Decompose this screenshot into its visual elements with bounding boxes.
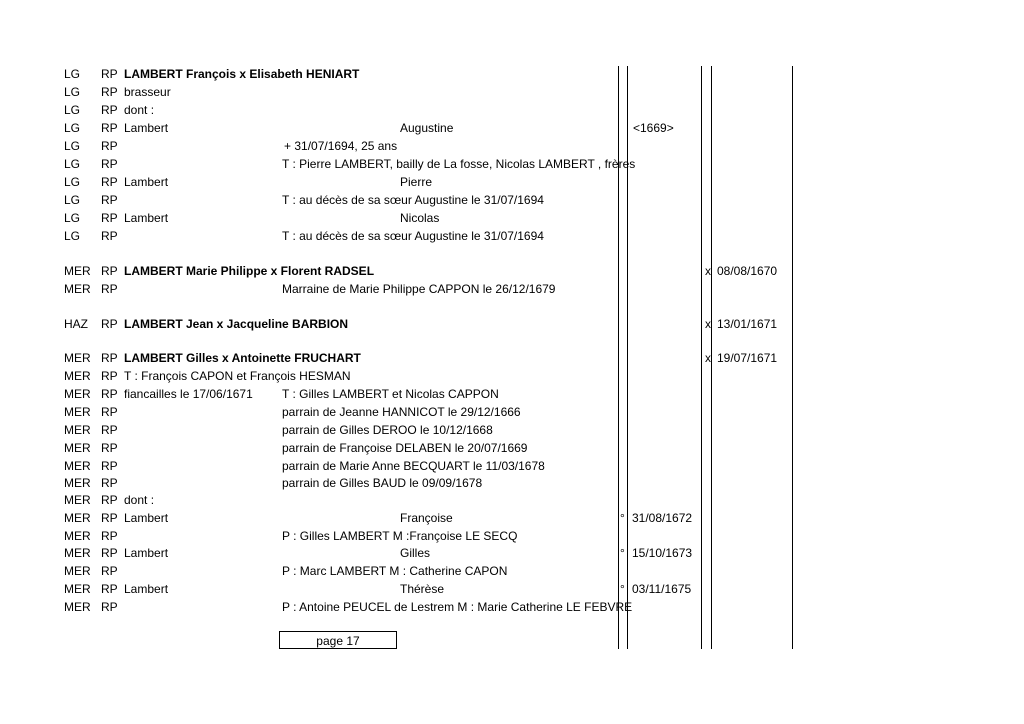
record-row xyxy=(0,227,1024,245)
parish-code: MER xyxy=(64,264,91,278)
parish-code: MER xyxy=(64,282,91,296)
witness-detail: T : au décès de sa sœur Augustine le 31/07/1694 xyxy=(282,193,544,207)
parish-code: MER xyxy=(64,511,91,525)
record-row xyxy=(0,262,1024,280)
record-row xyxy=(0,315,1024,333)
children-label: dont : xyxy=(124,103,155,117)
marriage-mark: x xyxy=(705,317,711,331)
register-code: RP xyxy=(101,264,118,278)
parish-code: MER xyxy=(64,582,91,596)
engagement-date: fiancailles le 17/06/1671 xyxy=(124,387,253,401)
godparent-detail: parrain de Gilles DEROO le 10/12/1668 xyxy=(282,423,493,437)
couple-heading: LAMBERT Marie Philippe x Florent RADSEL xyxy=(124,264,375,278)
parish-code: MER xyxy=(64,493,91,507)
surname: Lambert xyxy=(124,211,169,225)
record-row xyxy=(0,457,1024,475)
baptism-date: 15/10/1673 xyxy=(632,546,693,560)
godparent-detail: Marraine de Marie Philippe CAPPON le 26/12/1679 xyxy=(282,282,556,296)
register-code: RP xyxy=(101,564,118,578)
record-row xyxy=(0,598,1024,616)
parish-code: MER xyxy=(64,441,91,455)
godparent-detail: P : Marc LAMBERT M : Catherine CAPON xyxy=(282,564,508,578)
surname: Lambert xyxy=(124,546,169,560)
register-code: RP xyxy=(101,546,118,560)
record-row xyxy=(0,280,1024,298)
couple-heading: LAMBERT Jean x Jacqueline BARBION xyxy=(124,317,349,331)
register-code: RP xyxy=(101,121,118,135)
parish-code: LG xyxy=(64,157,81,171)
baptism-date: 31/08/1672 xyxy=(632,511,693,525)
given-name: Gilles xyxy=(400,546,431,560)
register-code: RP xyxy=(101,157,118,171)
parish-code: MER xyxy=(64,369,91,383)
record-row xyxy=(0,509,1024,527)
couple-heading: LAMBERT Gilles x Antoinette FRUCHART xyxy=(124,351,361,365)
parish-code: LG xyxy=(64,211,81,225)
page-number: page 17 xyxy=(279,631,397,649)
register-code: RP xyxy=(101,529,118,543)
record-row xyxy=(0,349,1024,367)
record-row xyxy=(0,580,1024,598)
record-row xyxy=(0,155,1024,173)
record-row xyxy=(0,491,1024,509)
parish-code: LG xyxy=(64,121,81,135)
marriage-date: 13/01/1671 xyxy=(717,317,778,331)
surname: Lambert xyxy=(124,121,169,135)
marriage-mark: x xyxy=(705,264,711,278)
register-code: RP xyxy=(101,369,118,383)
death-detail: + 31/07/1694, 25 ans xyxy=(284,139,398,153)
couple-heading: LAMBERT François x Elisabeth HENIART xyxy=(124,67,360,81)
record-row xyxy=(0,83,1024,101)
register-code: RP xyxy=(101,423,118,437)
baptism-mark: ° xyxy=(620,582,625,596)
register-code: RP xyxy=(101,67,118,81)
baptism-date: 03/11/1675 xyxy=(632,582,692,596)
record-row xyxy=(0,439,1024,457)
marriage-date: 19/07/1671 xyxy=(717,351,778,365)
baptism-mark: ° xyxy=(620,511,625,525)
parish-code: LG xyxy=(64,67,81,81)
register-code: RP xyxy=(101,193,118,207)
parish-code: MER xyxy=(64,529,91,543)
witness-detail: T : Gilles LAMBERT et Nicolas CAPPON xyxy=(282,387,499,401)
record-row xyxy=(0,65,1024,83)
record-row xyxy=(0,403,1024,421)
register-code: RP xyxy=(101,476,118,490)
record-row xyxy=(0,544,1024,562)
register-code: RP xyxy=(101,511,118,525)
parish-code: LG xyxy=(64,193,81,207)
register-code: RP xyxy=(101,405,118,419)
parish-code: LG xyxy=(64,229,81,243)
register-code: RP xyxy=(101,441,118,455)
record-row xyxy=(0,209,1024,227)
record-row xyxy=(0,385,1024,403)
register-code: RP xyxy=(101,175,118,189)
register-code: RP xyxy=(101,582,118,596)
parish-code: HAZ xyxy=(64,317,88,331)
record-row xyxy=(0,527,1024,545)
given-name: Nicolas xyxy=(400,211,440,225)
occupation: brasseur xyxy=(124,85,171,99)
parish-code: MER xyxy=(64,405,91,419)
register-code: RP xyxy=(101,282,118,296)
godparent-detail: parrain de Françoise DELABEN le 20/07/1669 xyxy=(282,441,528,455)
witness-detail: T : au décès de sa sœur Augustine le 31/07/1694 xyxy=(282,229,544,243)
godparent-detail: P : Antoine PEUCEL de Lestrem M : Marie Catherine LE FEBVRE xyxy=(282,600,633,614)
record-row xyxy=(0,474,1024,492)
estimated-birth: <1669> xyxy=(633,121,674,135)
record-row xyxy=(0,562,1024,580)
given-name: Pierre xyxy=(400,175,433,189)
parish-code: LG xyxy=(64,139,81,153)
given-name: Françoise xyxy=(400,511,453,525)
marriage-mark: x xyxy=(705,351,711,365)
surname: Lambert xyxy=(124,582,169,596)
register-code: RP xyxy=(101,317,118,331)
parish-code: LG xyxy=(64,103,81,117)
register-code: RP xyxy=(101,387,118,401)
parish-code: MER xyxy=(64,351,91,365)
godparent-detail: parrain de Marie Anne BECQUART le 11/03/1678 xyxy=(282,459,545,473)
register-code: RP xyxy=(101,351,118,365)
godparent-detail: parrain de Jeanne HANNICOT le 29/12/1666 xyxy=(282,405,521,419)
given-name: Thérèse xyxy=(400,582,445,596)
parish-code: MER xyxy=(64,600,91,614)
baptism-mark: ° xyxy=(620,546,625,560)
parish-code: MER xyxy=(64,476,91,490)
godparent-detail: P : Gilles LAMBERT M :Françoise LE SECQ xyxy=(282,529,518,543)
record-row xyxy=(0,119,1024,137)
register-code: RP xyxy=(101,211,118,225)
surname: Lambert xyxy=(124,511,169,525)
register-code: RP xyxy=(101,493,118,507)
witness-detail: T : François CAPON et François HESMAN xyxy=(124,369,351,383)
parish-code: MER xyxy=(64,459,91,473)
register-code: RP xyxy=(101,85,118,99)
record-row xyxy=(0,367,1024,385)
given-name: Augustine xyxy=(400,121,454,135)
record-row xyxy=(0,101,1024,119)
parish-code: LG xyxy=(64,175,81,189)
register-code: RP xyxy=(101,103,118,117)
register-code: RP xyxy=(101,459,118,473)
record-row xyxy=(0,421,1024,439)
children-label: dont : xyxy=(124,493,155,507)
record-row xyxy=(0,137,1024,155)
register-code: RP xyxy=(101,229,118,243)
register-code: RP xyxy=(101,139,118,153)
record-row xyxy=(0,173,1024,191)
marriage-date: 08/08/1670 xyxy=(717,264,778,278)
parish-code: MER xyxy=(64,423,91,437)
surname: Lambert xyxy=(124,175,169,189)
register-code: RP xyxy=(101,600,118,614)
parish-code: MER xyxy=(64,564,91,578)
parish-code: MER xyxy=(64,546,91,560)
parish-code: MER xyxy=(64,387,91,401)
godparent-detail: parrain de Gilles BAUD le 09/09/1678 xyxy=(282,476,483,490)
witness-detail: T : Pierre LAMBERT, bailly de La fosse, Nicolas LAMBERT , frères xyxy=(282,157,636,171)
record-row xyxy=(0,191,1024,209)
parish-code: LG xyxy=(64,85,81,99)
